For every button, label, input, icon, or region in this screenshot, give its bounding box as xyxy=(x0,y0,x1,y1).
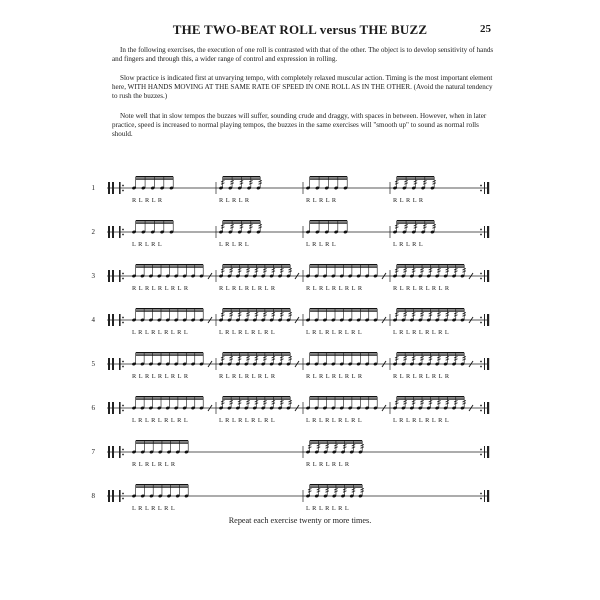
staff-notation xyxy=(95,390,495,430)
sticking-label: R L R L R xyxy=(393,197,424,204)
buzz-note-group xyxy=(219,396,292,410)
slow-practice-paragraph: Slow practice is indicated first at unvarying tempo, with completely relaxed muscular action. Timing is the most important element here, WITH HANDS MOVING AT THE SAME RATE OF SPEED IN ONE ROLL AS IN THE OTHER. (Avoid the natural tendency to rush the buzzes.) xyxy=(112,74,493,101)
exercise-row-8 xyxy=(91,478,495,518)
intro-paragraph: In the following exercises, the execution of one roll is contrasted with that of the other. The object is to develop sensitivity of hands and fingers and through this, a wider range of control and expression in rolling. xyxy=(112,46,494,64)
exercise-row-6 xyxy=(91,390,495,430)
exercise-row-5 xyxy=(91,346,495,386)
sticking-label: R L R L R L R L R xyxy=(132,373,189,380)
sticking-label: R L R L R xyxy=(132,197,163,204)
buzz-note-group xyxy=(393,264,466,278)
exercise-row-2 xyxy=(91,214,495,254)
exercise-number: 6 xyxy=(91,404,95,412)
sticking-label: L R L R L R L R L xyxy=(219,417,276,424)
buzz-note-group xyxy=(219,308,292,322)
sticking-label: L R L R L R L R L xyxy=(306,417,363,424)
sticking-label: L R L R L R L R L xyxy=(306,329,363,336)
sticking-label: R L R L R L R L R xyxy=(306,285,363,292)
staff-notation xyxy=(95,302,495,342)
sticking-label: R L R L R xyxy=(306,197,337,204)
buzz-note-group xyxy=(219,264,292,278)
tempo-note-paragraph: Note well that in slow tempos the buzzes will suffer, sounding crude and draggy, with spaces in between. However, when in later practice, speed is increased to normal playing tempos, the buzzes in the same exercises will "smooth up" to sound as normal rolls should. xyxy=(112,112,487,139)
sticking-label: R L R L R L R L R xyxy=(219,285,276,292)
buzz-note-group xyxy=(393,308,466,322)
roll-note-group xyxy=(132,264,204,278)
repeat-instruction: Repeat each exercise twenty or more times. xyxy=(228,516,372,525)
exercise-row-4 xyxy=(91,302,495,342)
exercise-number: 7 xyxy=(91,448,95,456)
buzz-note-group xyxy=(219,352,292,366)
sticking-label: R L R L R L R L R xyxy=(219,373,276,380)
sticking-label: L R L R L R L R L xyxy=(132,329,189,336)
sticking-label: R L R L R L R L R xyxy=(132,285,189,292)
page-number: 25 xyxy=(480,23,491,35)
staff-notation xyxy=(95,478,495,518)
staff-notation xyxy=(95,434,495,474)
sticking-label: R L R L R L R xyxy=(306,461,350,468)
sticking-label: L R L R L xyxy=(393,241,424,248)
sticking-label: L R L R L R L xyxy=(132,505,176,512)
exercise-number: 2 xyxy=(91,228,95,236)
sticking-label: R L R L R L R L R xyxy=(306,373,363,380)
staff-notation xyxy=(95,170,495,210)
roll-note-group xyxy=(306,308,378,322)
sticking-label: L R L R L R L xyxy=(306,505,350,512)
roll-note-group xyxy=(306,352,378,366)
page-title: THE TWO-BEAT ROLL versus THE BUZZ xyxy=(172,22,428,37)
sticking-label: R L R L R L R xyxy=(132,461,176,468)
sticking-label: L R L R L R L R L xyxy=(393,329,450,336)
roll-note-group xyxy=(132,308,204,322)
sticking-label: R L R L R L R L R xyxy=(393,373,450,380)
staff-notation xyxy=(95,214,495,254)
sticking-label: L R L R L xyxy=(132,241,163,248)
staff-notation xyxy=(95,346,495,386)
exercise-number: 3 xyxy=(91,272,95,280)
roll-note-group xyxy=(306,396,378,410)
sticking-label: L R L R L xyxy=(306,241,337,248)
exercise-number: 5 xyxy=(91,360,95,368)
sticking-label: L R L R L R L R L xyxy=(132,417,189,424)
roll-note-group xyxy=(132,396,204,410)
buzz-note-group xyxy=(393,396,466,410)
roll-note-group xyxy=(132,352,204,366)
exercise-number: 1 xyxy=(91,184,95,192)
sticking-label: L R L R L xyxy=(219,241,250,248)
exercise-row-3 xyxy=(91,258,495,298)
exercise-number: 4 xyxy=(91,316,95,324)
sticking-label: L R L R L R L R L xyxy=(393,417,450,424)
exercise-number: 8 xyxy=(91,492,95,500)
buzz-note-group xyxy=(393,352,466,366)
roll-note-group xyxy=(306,264,378,278)
sticking-label: R L R L R L R L R xyxy=(393,285,450,292)
sticking-label: R L R L R xyxy=(219,197,250,204)
exercise-row-1 xyxy=(91,170,495,210)
exercise-row-7 xyxy=(91,434,495,474)
staff-notation xyxy=(95,258,495,298)
sticking-label: L R L R L R L R L xyxy=(219,329,276,336)
